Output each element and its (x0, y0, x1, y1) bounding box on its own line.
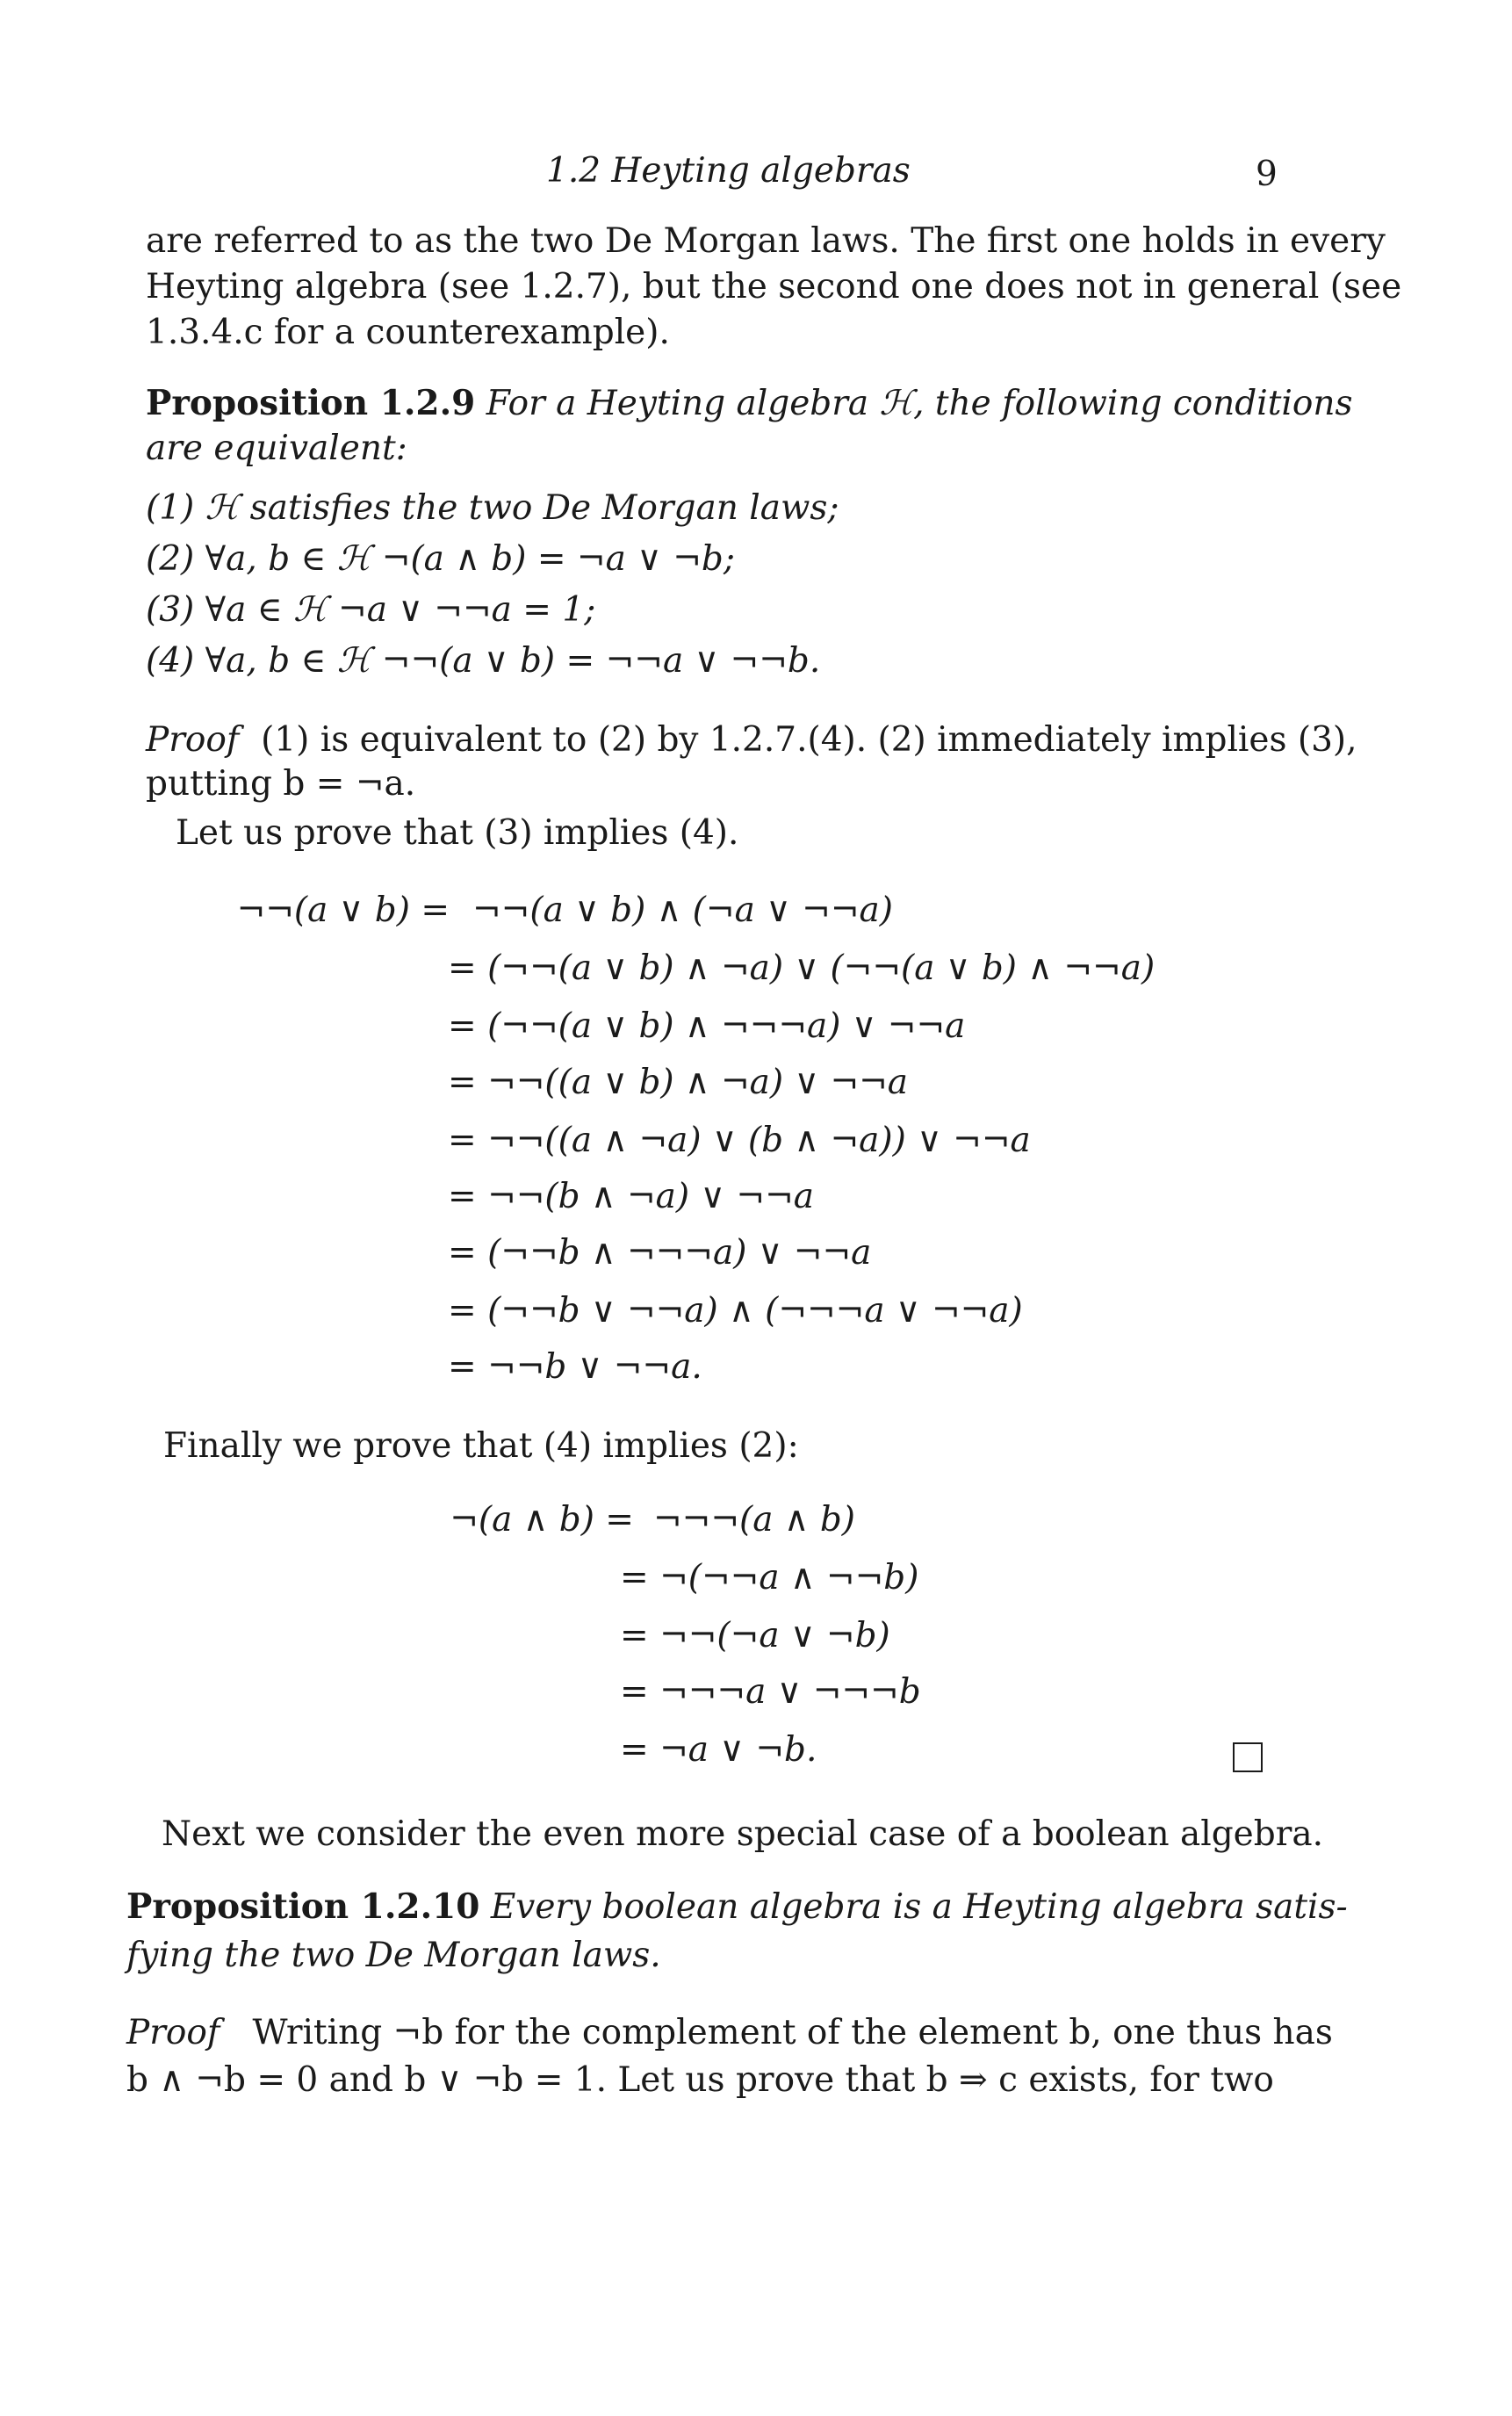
derivation-1-row: = (¬¬(a ∨ b) ∧ ¬a) ∨ (¬¬(a ∨ b) ∧ ¬¬a) (448, 948, 1156, 988)
derivation-1-lhs: ¬¬(a ∨ b) = (236, 891, 450, 930)
proof-label: Proof (126, 2013, 220, 2052)
proposition-label: Proposition 1.2.10 (126, 1886, 480, 1927)
qed-square-icon (1233, 1742, 1263, 1772)
proof-paragraph (146, 717, 1357, 764)
proof-text: Writing ¬b for the complement of the element b, one thus has (252, 2013, 1333, 2052)
proposition-1-2-9 (146, 379, 1352, 428)
running-title: 1.2 Heyting algebras (546, 151, 911, 191)
condition-4: (4) ∀a, b ∈ ℋ ¬¬(a ∨ b) = ¬¬a ∨ ¬¬b. (146, 641, 821, 681)
derivation-2-row: = ¬(¬¬a ∧ ¬¬b) (620, 1558, 919, 1597)
derivation-1-row: = ¬¬((a ∨ b) ∧ ¬a) ∨ ¬¬a (448, 1063, 909, 1102)
derivation-1-row: ¬¬(a ∨ b) ∧ (¬a ∨ ¬¬a) (472, 891, 893, 930)
next-line: Next we consider the even more special case of a boolean algebra. (162, 1814, 1324, 1854)
finally-line: Finally we prove that (4) implies (2): (163, 1426, 799, 1466)
proposition-1-2-10 (126, 1883, 1348, 1931)
proof-text: (1) is equivalent to (2) by 1.2.7.(4). (2) immediately implies (3), (261, 720, 1357, 760)
proposition-statement-cont: fying the two De Morgan laws. (126, 1936, 661, 1975)
derivation-1-row: = ¬¬b ∨ ¬¬a. (448, 1347, 702, 1387)
derivation-1-row: = (¬¬b ∨ ¬¬a) ∧ (¬¬¬a ∨ ¬¬a) (448, 1291, 1023, 1331)
derivation-2-lhs: ¬(a ∧ b) = (450, 1500, 634, 1540)
intro-line: are referred to as the two De Morgan laws. The first one holds in every (146, 221, 1386, 261)
derivation-1-row: = ¬¬(b ∧ ¬a) ∨ ¬¬a (448, 1177, 815, 1216)
derivation-2-row: = ¬a ∨ ¬b. (620, 1730, 817, 1770)
proof-text-cont: b ∧ ¬b = 0 and b ∨ ¬b = 1. Let us prove that b ⇒ c exists, for two (126, 2060, 1274, 2100)
derivation-2-row: ¬¬¬(a ∧ b) (653, 1500, 856, 1540)
proof-text-cont: putting b = ¬a. (146, 764, 416, 804)
derivation-1-row: = (¬¬(a ∨ b) ∧ ¬¬¬a) ∨ ¬¬a (448, 1006, 966, 1046)
condition-3: (3) ∀a ∈ ℋ ¬a ∨ ¬¬a = 1; (146, 590, 596, 630)
condition-2: (2) ∀a, b ∈ ℋ ¬(a ∧ b) = ¬a ∨ ¬b; (146, 539, 735, 579)
proposition-label: Proposition 1.2.9 (146, 383, 476, 423)
proposition-statement-cont: are equivalent: (146, 429, 407, 468)
intro-line: 1.3.4.c for a counterexample). (146, 313, 670, 352)
derivation-2-row: = ¬¬(¬a ∨ ¬b) (620, 1616, 890, 1655)
derivation-2-row: = ¬¬¬a ∨ ¬¬¬b (620, 1672, 921, 1712)
page-number: 9 (1256, 155, 1278, 194)
proof-text-cont: Let us prove that (3) implies (4). (176, 813, 739, 853)
condition-1: (1) ℋ satisfies the two De Morgan laws; (146, 488, 839, 528)
proposition-statement: Every boolean algebra is a Heyting algebra satis- (490, 1887, 1348, 1927)
proof-label: Proof (146, 720, 240, 760)
intro-line: Heyting algebra (see 1.2.7), but the second one does not in general (see (146, 267, 1402, 307)
derivation-1-row: = (¬¬b ∧ ¬¬¬a) ∨ ¬¬a (448, 1233, 872, 1273)
proof-paragraph (126, 2009, 1333, 2057)
proposition-statement: For a Heyting algebra ℋ, the following conditions (486, 384, 1353, 423)
derivation-1-row: = ¬¬((a ∧ ¬a) ∨ (b ∧ ¬a)) ∨ ¬¬a (448, 1121, 1031, 1160)
